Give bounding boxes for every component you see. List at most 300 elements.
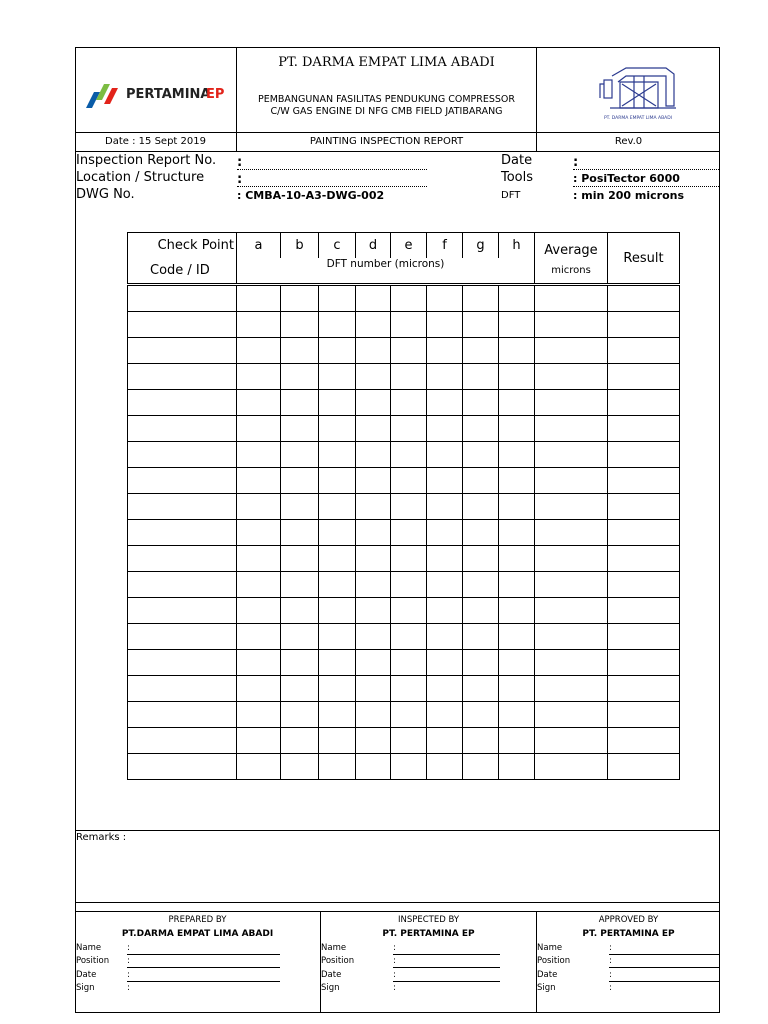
approved-by-label: APPROVED BY <box>598 915 659 925</box>
table-cell[interactable] <box>281 390 319 416</box>
table-cell[interactable] <box>128 598 237 624</box>
table-cell[interactable] <box>128 338 237 364</box>
table-cell[interactable] <box>499 572 535 598</box>
table-cell[interactable] <box>463 468 499 494</box>
table-row <box>128 312 680 338</box>
table-cell[interactable] <box>391 676 427 702</box>
table-cell[interactable] <box>463 754 499 780</box>
pertamina-logo <box>86 82 231 110</box>
table-cell[interactable] <box>281 546 319 572</box>
colon: : <box>609 970 612 980</box>
table-cell[interactable] <box>319 650 356 676</box>
table-cell[interactable] <box>391 728 427 754</box>
table-cell[interactable] <box>499 650 535 676</box>
microns-header: microns <box>535 258 608 285</box>
table-cell[interactable] <box>608 520 680 546</box>
table-cell[interactable] <box>391 572 427 598</box>
table-cell[interactable] <box>427 676 463 702</box>
table-cell[interactable] <box>391 494 427 520</box>
inspected-position-field[interactable] <box>393 956 500 968</box>
table-cell[interactable] <box>427 650 463 676</box>
table-cell[interactable] <box>463 598 499 624</box>
table-cell[interactable] <box>237 442 281 468</box>
remarks-bottom-divider <box>75 902 720 903</box>
table-cell[interactable] <box>608 390 680 416</box>
table-cell[interactable] <box>608 676 680 702</box>
table-cell[interactable] <box>391 442 427 468</box>
table-cell[interactable] <box>608 702 680 728</box>
average-header: Average <box>535 233 608 259</box>
table-cell[interactable] <box>427 624 463 650</box>
inspected-by-label: INSPECTED BY <box>397 915 460 925</box>
title-divider <box>75 151 720 152</box>
table-cell[interactable] <box>391 312 427 338</box>
table-row <box>128 285 680 312</box>
table-cell[interactable] <box>608 624 680 650</box>
col-h-header: h <box>499 233 535 259</box>
table-cell[interactable] <box>237 702 281 728</box>
col-c-header: c <box>319 233 356 259</box>
table-cell[interactable] <box>391 624 427 650</box>
table-cell[interactable] <box>281 520 319 546</box>
prepared-date-field[interactable] <box>127 970 280 982</box>
table-cell[interactable] <box>463 338 499 364</box>
table-cell[interactable] <box>319 494 356 520</box>
approved-date-field[interactable] <box>609 970 719 982</box>
table-cell[interactable] <box>608 754 680 780</box>
colon: : <box>609 983 612 993</box>
table-cell[interactable] <box>391 416 427 442</box>
table-cell[interactable] <box>535 285 608 312</box>
table-cell[interactable] <box>535 520 608 546</box>
table-cell[interactable] <box>391 468 427 494</box>
table-cell[interactable] <box>237 728 281 754</box>
table-cell[interactable] <box>499 312 535 338</box>
table-cell[interactable] <box>608 416 680 442</box>
table-cell[interactable] <box>237 520 281 546</box>
table-cell[interactable] <box>319 442 356 468</box>
colon: : <box>393 983 396 993</box>
table-cell[interactable] <box>608 312 680 338</box>
dft-number-header: DFT number (microns) <box>237 258 535 285</box>
table-cell[interactable] <box>463 572 499 598</box>
dft-label: DFT <box>501 190 521 201</box>
table-cell[interactable] <box>535 598 608 624</box>
table-cell[interactable] <box>427 364 463 390</box>
table-cell[interactable] <box>128 494 237 520</box>
table-cell[interactable] <box>356 416 391 442</box>
date-field[interactable] <box>573 155 719 170</box>
table-cell[interactable] <box>608 598 680 624</box>
table-cell[interactable] <box>319 364 356 390</box>
table-cell[interactable] <box>237 494 281 520</box>
table-cell[interactable] <box>608 468 680 494</box>
table-cell[interactable] <box>356 312 391 338</box>
table-cell[interactable] <box>281 624 319 650</box>
table-cell[interactable] <box>128 624 237 650</box>
table-cell[interactable] <box>319 338 356 364</box>
table-cell[interactable] <box>499 546 535 572</box>
table-cell[interactable] <box>281 312 319 338</box>
tools-label: Tools <box>501 170 534 185</box>
table-cell[interactable] <box>499 676 535 702</box>
table-cell[interactable] <box>128 572 237 598</box>
table-cell[interactable] <box>237 650 281 676</box>
table-cell[interactable] <box>391 702 427 728</box>
table-cell[interactable] <box>499 338 535 364</box>
table-row <box>128 754 680 780</box>
table-cell[interactable] <box>237 624 281 650</box>
table-cell[interactable] <box>237 598 281 624</box>
table-cell[interactable] <box>535 442 608 468</box>
table-cell[interactable] <box>463 624 499 650</box>
table-cell[interactable] <box>281 572 319 598</box>
table-cell[interactable] <box>535 754 608 780</box>
table-cell[interactable] <box>237 754 281 780</box>
table-cell[interactable] <box>391 390 427 416</box>
table-cell[interactable] <box>237 285 281 312</box>
table-cell[interactable] <box>237 676 281 702</box>
table-cell[interactable] <box>319 754 356 780</box>
table-cell[interactable] <box>535 338 608 364</box>
table-row <box>128 624 680 650</box>
colon: : <box>393 970 396 980</box>
table-cell[interactable] <box>463 285 499 312</box>
table-cell[interactable] <box>237 468 281 494</box>
table-cell[interactable] <box>391 650 427 676</box>
project-line-1: PEMBANGUNAN FASILITAS PENDUKUNG COMPRESSOR <box>257 94 516 105</box>
table-cell[interactable] <box>319 285 356 312</box>
table-cell[interactable] <box>356 364 391 390</box>
table-cell[interactable] <box>463 676 499 702</box>
table-cell[interactable] <box>128 312 237 338</box>
table-cell[interactable] <box>281 728 319 754</box>
table-cell[interactable] <box>356 624 391 650</box>
table-cell[interactable] <box>608 650 680 676</box>
approved-company: PT. PERTAMINA EP <box>582 929 675 939</box>
inspection-report-label: Inspection Report No. <box>76 153 217 168</box>
company-logo <box>596 62 680 124</box>
inspected-sign-field[interactable] <box>393 983 500 994</box>
table-cell[interactable] <box>319 390 356 416</box>
prepared-sign-field[interactable] <box>127 983 280 994</box>
table-row <box>128 468 680 494</box>
pertamina-logo-icon <box>86 82 120 108</box>
table-cell[interactable] <box>427 338 463 364</box>
table-cell[interactable] <box>281 494 319 520</box>
table-cell[interactable] <box>535 650 608 676</box>
table-cell[interactable] <box>499 390 535 416</box>
table-cell[interactable] <box>608 572 680 598</box>
table-row <box>128 572 680 598</box>
inspection-table <box>127 232 680 780</box>
dft-value: : min 200 microns <box>573 189 685 202</box>
table-cell[interactable] <box>319 468 356 494</box>
remarks-label: Remarks : <box>76 832 127 843</box>
table-cell[interactable] <box>427 520 463 546</box>
table-cell[interactable] <box>319 624 356 650</box>
table-cell[interactable] <box>499 416 535 442</box>
table-cell[interactable] <box>128 650 237 676</box>
colon: : <box>393 943 396 953</box>
report-revision: Rev.0 <box>614 136 643 147</box>
table-cell[interactable] <box>356 702 391 728</box>
table-cell[interactable] <box>608 546 680 572</box>
table-cell[interactable] <box>535 312 608 338</box>
table-cell[interactable] <box>499 754 535 780</box>
table-cell[interactable] <box>319 728 356 754</box>
company-logo-icon <box>596 62 680 118</box>
table-cell[interactable] <box>128 728 237 754</box>
table-cell[interactable] <box>319 416 356 442</box>
table-cell[interactable] <box>427 754 463 780</box>
table-cell[interactable] <box>499 468 535 494</box>
table-cell[interactable] <box>319 312 356 338</box>
table-cell[interactable] <box>319 702 356 728</box>
table-cell[interactable] <box>463 364 499 390</box>
table-cell[interactable] <box>499 364 535 390</box>
table-cell[interactable] <box>535 702 608 728</box>
table-cell[interactable] <box>128 285 237 312</box>
table-cell[interactable] <box>463 702 499 728</box>
table-cell[interactable] <box>356 494 391 520</box>
table-cell[interactable] <box>237 390 281 416</box>
table-cell[interactable] <box>281 285 319 312</box>
table-cell[interactable] <box>427 598 463 624</box>
table-cell[interactable] <box>391 754 427 780</box>
remarks-top-divider <box>75 830 720 831</box>
remarks-field[interactable] <box>132 845 717 900</box>
inspection-report-value: : <box>237 155 243 170</box>
table-cell[interactable] <box>237 416 281 442</box>
table-cell[interactable] <box>608 364 680 390</box>
tools-value: : PosiTector 6000 <box>573 172 680 185</box>
location-field[interactable] <box>237 172 427 187</box>
table-cell[interactable] <box>237 546 281 572</box>
table-cell[interactable] <box>237 364 281 390</box>
logo-text-ep: EP <box>206 87 225 102</box>
approved-position-field[interactable] <box>609 956 719 968</box>
table-cell[interactable] <box>281 598 319 624</box>
table-row <box>128 546 680 572</box>
inspection-report-dotline <box>237 169 427 170</box>
table-row <box>128 442 680 468</box>
col-g-header: g <box>463 233 499 259</box>
table-cell[interactable] <box>281 442 319 468</box>
table-row <box>128 598 680 624</box>
table-cell[interactable] <box>535 624 608 650</box>
table-cell[interactable] <box>608 494 680 520</box>
prepared-name-field[interactable] <box>127 943 280 955</box>
table-cell[interactable] <box>608 338 680 364</box>
table-cell[interactable] <box>356 676 391 702</box>
date-label: Date <box>501 153 533 168</box>
table-cell[interactable] <box>356 390 391 416</box>
table-cell[interactable] <box>356 650 391 676</box>
inspected-date-field[interactable] <box>393 970 500 982</box>
table-cell[interactable] <box>463 520 499 546</box>
col-b-header: b <box>281 233 319 259</box>
table-cell[interactable] <box>356 338 391 364</box>
table-cell[interactable] <box>391 598 427 624</box>
table-cell[interactable] <box>463 494 499 520</box>
table-cell[interactable] <box>128 702 237 728</box>
table-cell[interactable] <box>499 702 535 728</box>
table-cell[interactable] <box>391 285 427 312</box>
table-cell[interactable] <box>281 338 319 364</box>
table-cell[interactable] <box>237 338 281 364</box>
table-cell[interactable] <box>356 546 391 572</box>
col-e-header: e <box>391 233 427 259</box>
project-line-2: C/W GAS ENGINE DI NFG CMB FIELD JATIBARANG <box>270 106 503 117</box>
table-cell[interactable] <box>427 416 463 442</box>
table-cell[interactable] <box>128 468 237 494</box>
date-dotline <box>573 169 719 170</box>
table-cell[interactable] <box>499 442 535 468</box>
table-cell[interactable] <box>281 416 319 442</box>
table-cell[interactable] <box>463 650 499 676</box>
dwg-value: : CMBA-10-A3-DWG-002 <box>237 189 385 202</box>
table-cell[interactable] <box>281 702 319 728</box>
table-cell[interactable] <box>356 442 391 468</box>
table-cell[interactable] <box>427 546 463 572</box>
table-cell[interactable] <box>535 546 608 572</box>
prepared-name-label: Name <box>76 943 102 953</box>
table-cell[interactable] <box>391 338 427 364</box>
table-cell[interactable] <box>128 546 237 572</box>
table-cell[interactable] <box>281 364 319 390</box>
table-cell[interactable] <box>535 572 608 598</box>
approved-sign-label: Sign <box>537 983 556 993</box>
table-cell[interactable] <box>128 416 237 442</box>
location-value: : <box>237 172 243 187</box>
table-cell[interactable] <box>499 494 535 520</box>
report-title: PAINTING INSPECTION REPORT <box>309 136 464 147</box>
table-cell[interactable] <box>427 702 463 728</box>
table-cell[interactable] <box>535 416 608 442</box>
approved-sign-field[interactable] <box>609 983 719 994</box>
table-cell[interactable] <box>427 728 463 754</box>
table-cell[interactable] <box>608 442 680 468</box>
table-cell[interactable] <box>356 572 391 598</box>
approved-date-label: Date <box>537 970 558 980</box>
table-cell[interactable] <box>319 520 356 546</box>
table-cell[interactable] <box>427 390 463 416</box>
inspected-name-label: Name <box>321 943 347 953</box>
table-cell[interactable] <box>463 442 499 468</box>
table-cell[interactable] <box>356 754 391 780</box>
table-cell[interactable] <box>535 676 608 702</box>
table-row <box>128 650 680 676</box>
prepared-by-label: PREPARED BY <box>168 915 227 925</box>
table-cell[interactable] <box>463 312 499 338</box>
table-header-row-2 <box>128 258 680 285</box>
table-cell[interactable] <box>128 442 237 468</box>
table-cell[interactable] <box>463 728 499 754</box>
table-cell[interactable] <box>427 312 463 338</box>
table-cell[interactable] <box>237 572 281 598</box>
table-cell[interactable] <box>535 468 608 494</box>
table-cell[interactable] <box>319 676 356 702</box>
table-cell[interactable] <box>463 546 499 572</box>
table-cell[interactable] <box>356 728 391 754</box>
col-f-header: f <box>427 233 463 259</box>
table-cell[interactable] <box>281 676 319 702</box>
table-cell[interactable] <box>499 598 535 624</box>
table-cell[interactable] <box>499 520 535 546</box>
table-cell[interactable] <box>427 494 463 520</box>
code-id-header: Code / ID <box>128 258 237 285</box>
table-cell[interactable] <box>281 468 319 494</box>
table-cell[interactable] <box>128 390 237 416</box>
colon: : <box>127 970 130 980</box>
table-cell[interactable] <box>499 728 535 754</box>
table-cell[interactable] <box>281 754 319 780</box>
approved-name-field[interactable] <box>609 943 719 955</box>
location-label: Location / Structure <box>76 170 205 185</box>
table-row <box>128 364 680 390</box>
report-date: Date : 15 Sept 2019 <box>105 136 206 147</box>
col-d-header: d <box>356 233 391 259</box>
approved-name-label: Name <box>537 943 563 953</box>
table-cell[interactable] <box>319 546 356 572</box>
table-cell[interactable] <box>319 598 356 624</box>
table-cell[interactable] <box>427 572 463 598</box>
table-cell[interactable] <box>535 494 608 520</box>
inspected-position-label: Position <box>321 956 355 966</box>
inspected-name-field[interactable] <box>393 943 500 955</box>
table-body <box>128 285 680 780</box>
signature-top-divider <box>75 911 720 912</box>
table-cell[interactable] <box>499 285 535 312</box>
table-cell[interactable] <box>128 676 237 702</box>
table-cell[interactable] <box>391 546 427 572</box>
table-cell[interactable] <box>319 572 356 598</box>
table-cell[interactable] <box>128 364 237 390</box>
tools-field[interactable] <box>573 172 719 187</box>
location-dotline <box>237 186 427 187</box>
table-cell[interactable] <box>356 598 391 624</box>
table-cell[interactable] <box>356 520 391 546</box>
table-cell[interactable] <box>608 728 680 754</box>
colon: : <box>609 943 612 953</box>
table-cell[interactable] <box>128 520 237 546</box>
table-cell[interactable] <box>237 312 281 338</box>
table-cell[interactable] <box>463 390 499 416</box>
table-cell[interactable] <box>535 364 608 390</box>
colon: : <box>127 956 130 966</box>
table-cell[interactable] <box>499 624 535 650</box>
colon: : <box>127 943 130 953</box>
table-cell[interactable] <box>356 468 391 494</box>
prepared-position-field[interactable] <box>127 956 280 968</box>
prepared-position-label: Position <box>76 956 110 966</box>
table-cell[interactable] <box>535 728 608 754</box>
table-row <box>128 338 680 364</box>
table-cell[interactable] <box>356 285 391 312</box>
table-cell[interactable] <box>281 650 319 676</box>
table-cell[interactable] <box>128 754 237 780</box>
table-cell[interactable] <box>427 285 463 312</box>
inspection-report-field[interactable] <box>237 155 427 170</box>
table-cell[interactable] <box>535 390 608 416</box>
table-cell[interactable] <box>391 520 427 546</box>
table-cell[interactable] <box>463 416 499 442</box>
table-cell[interactable] <box>608 285 680 312</box>
table-cell[interactable] <box>427 468 463 494</box>
table-cell[interactable] <box>427 442 463 468</box>
table-cell[interactable] <box>391 364 427 390</box>
